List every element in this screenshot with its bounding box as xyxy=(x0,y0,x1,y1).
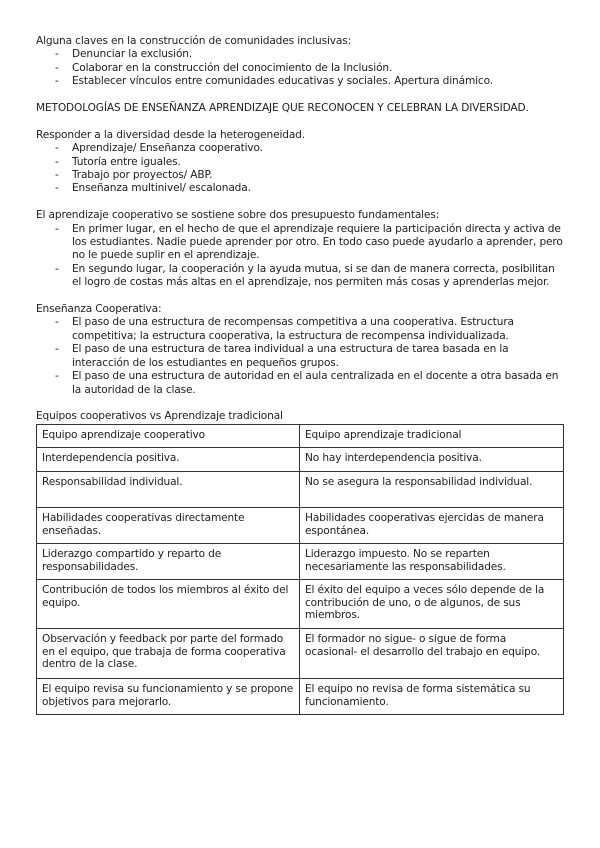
list-item: - Tutoría entre iguales. xyxy=(72,156,564,169)
spacer xyxy=(36,290,564,303)
presupuestos-list xyxy=(36,223,564,290)
table-cell: Contribución de todos los miembros al éxito del equipo. xyxy=(37,580,300,629)
spacer xyxy=(36,89,564,102)
table-row xyxy=(37,679,564,715)
table-cell: Interdependencia positiva. xyxy=(37,448,300,472)
table-cell: Liderazgo impuesto. No se reparten necesariamente las responsabilidades. xyxy=(300,544,564,580)
list-item: - Trabajo por proyectos/ ABP. xyxy=(72,169,564,182)
table-header-cell: Equipo aprendizaje cooperativo xyxy=(37,425,300,448)
list-item: - El paso de una estructura de tarea individual a una estructura de tarea basada en la interacción de los estudiantes en pequeños grupos. xyxy=(72,343,564,370)
ensenanza-list xyxy=(36,316,564,396)
table-cell: El formador no sigue- o sigue de forma ocasional- el desarrollo del trabajo en equipo. xyxy=(300,629,564,679)
table-row xyxy=(37,544,564,580)
spacer xyxy=(36,115,564,128)
table-cell: Habilidades cooperativas directamente enseñadas. xyxy=(37,508,300,544)
table-row xyxy=(37,508,564,544)
section-presupuestos-intro: El aprendizaje cooperativo se sostiene sobre dos presupuesto fundamentales: xyxy=(36,209,440,222)
list-item: - Denunciar la exclusión. xyxy=(72,48,564,61)
list-item: - En segundo lugar, la cooperación y la ayuda mutua, si se dan de manera correcta, posibilitan el logro de costas más altas en el aprendizaje, nos permiten más cosas y aprenderlas mejor. xyxy=(72,263,564,290)
table-caption: Equipos cooperativos vs Aprendizaje tradicional xyxy=(36,409,283,422)
document-page xyxy=(36,35,564,715)
claves-list xyxy=(36,48,564,88)
list-item: - Colaborar en la construcción del conocimiento de la Inclusión. xyxy=(72,62,564,75)
section-diversidad-intro: Responder a la diversidad desde la heterogeneidad. xyxy=(36,128,305,141)
list-item: - Enseñanza multinivel/ escalonada. xyxy=(72,182,564,195)
section-claves-intro: Alguna claves en la construcción de comunidades inclusivas: xyxy=(36,35,352,47)
spacer xyxy=(36,196,564,209)
table-row xyxy=(37,472,564,508)
table-cell: El equipo revisa su funcionamiento y se propone objetivos para mejorarlo. xyxy=(37,679,300,715)
table-cell: No hay interdependencia positiva. xyxy=(300,448,564,472)
table-cell: El éxito del equipo a veces sólo depende de la contribución de uno, o de algunos, de sus miembros. xyxy=(300,580,564,629)
table-cell: Responsabilidad individual. xyxy=(37,472,300,508)
table-cell: Habilidades cooperativas ejercidas de manera espontánea. xyxy=(300,508,564,544)
list-item: - Aprendizaje/ Enseñanza cooperativo. xyxy=(72,142,564,155)
table-header-row xyxy=(37,425,564,448)
table-row xyxy=(37,629,564,679)
metodologias-heading: METODOLOGÍAS DE ENSEÑANZA APRENDIZAJE QUE RECONOCEN Y CELEBRAN LA DIVERSIDAD. xyxy=(36,102,529,115)
list-item: - El paso de una estructura de autoridad en el aula centralizada en el docente a otra basada en la autoridad de la clase. xyxy=(72,370,564,397)
table-cell: Observación y feedback por parte del formado en el equipo, que trabaja de forma cooperativa dentro de la clase. xyxy=(37,629,300,679)
table-row xyxy=(37,448,564,472)
diversidad-list xyxy=(36,142,564,196)
section-ensenanza-intro: Enseñanza Cooperativa: xyxy=(36,303,162,316)
list-item: - El paso de una estructura de recompensas competitiva a una cooperativa. Estructura competitiva; la estructura cooperativa, la estructura de recompensa individualizada. xyxy=(72,316,564,343)
table-row xyxy=(37,580,564,629)
comparison-table xyxy=(36,424,564,715)
list-item: - Establecer vínculos entre comunidades educativas y sociales. Apertura dinámico. xyxy=(72,75,564,88)
table-header-cell: Equipo aprendizaje tradicional xyxy=(300,425,564,448)
table-cell: El equipo no revisa de forma sistemática su funcionamiento. xyxy=(300,679,564,715)
table-cell: Liderazgo compartido y reparto de responsabilidades. xyxy=(37,544,300,580)
list-item: - En primer lugar, en el hecho de que el aprendizaje requiere la participación directa y activa de los estudiantes. Nadie puede aprender por otro. En todo caso puede ayudarlo a aprender, pero no le puede suplir en el aprendizaje. xyxy=(72,223,564,263)
table-cell: No se asegura la responsabilidad individual. xyxy=(300,472,564,508)
